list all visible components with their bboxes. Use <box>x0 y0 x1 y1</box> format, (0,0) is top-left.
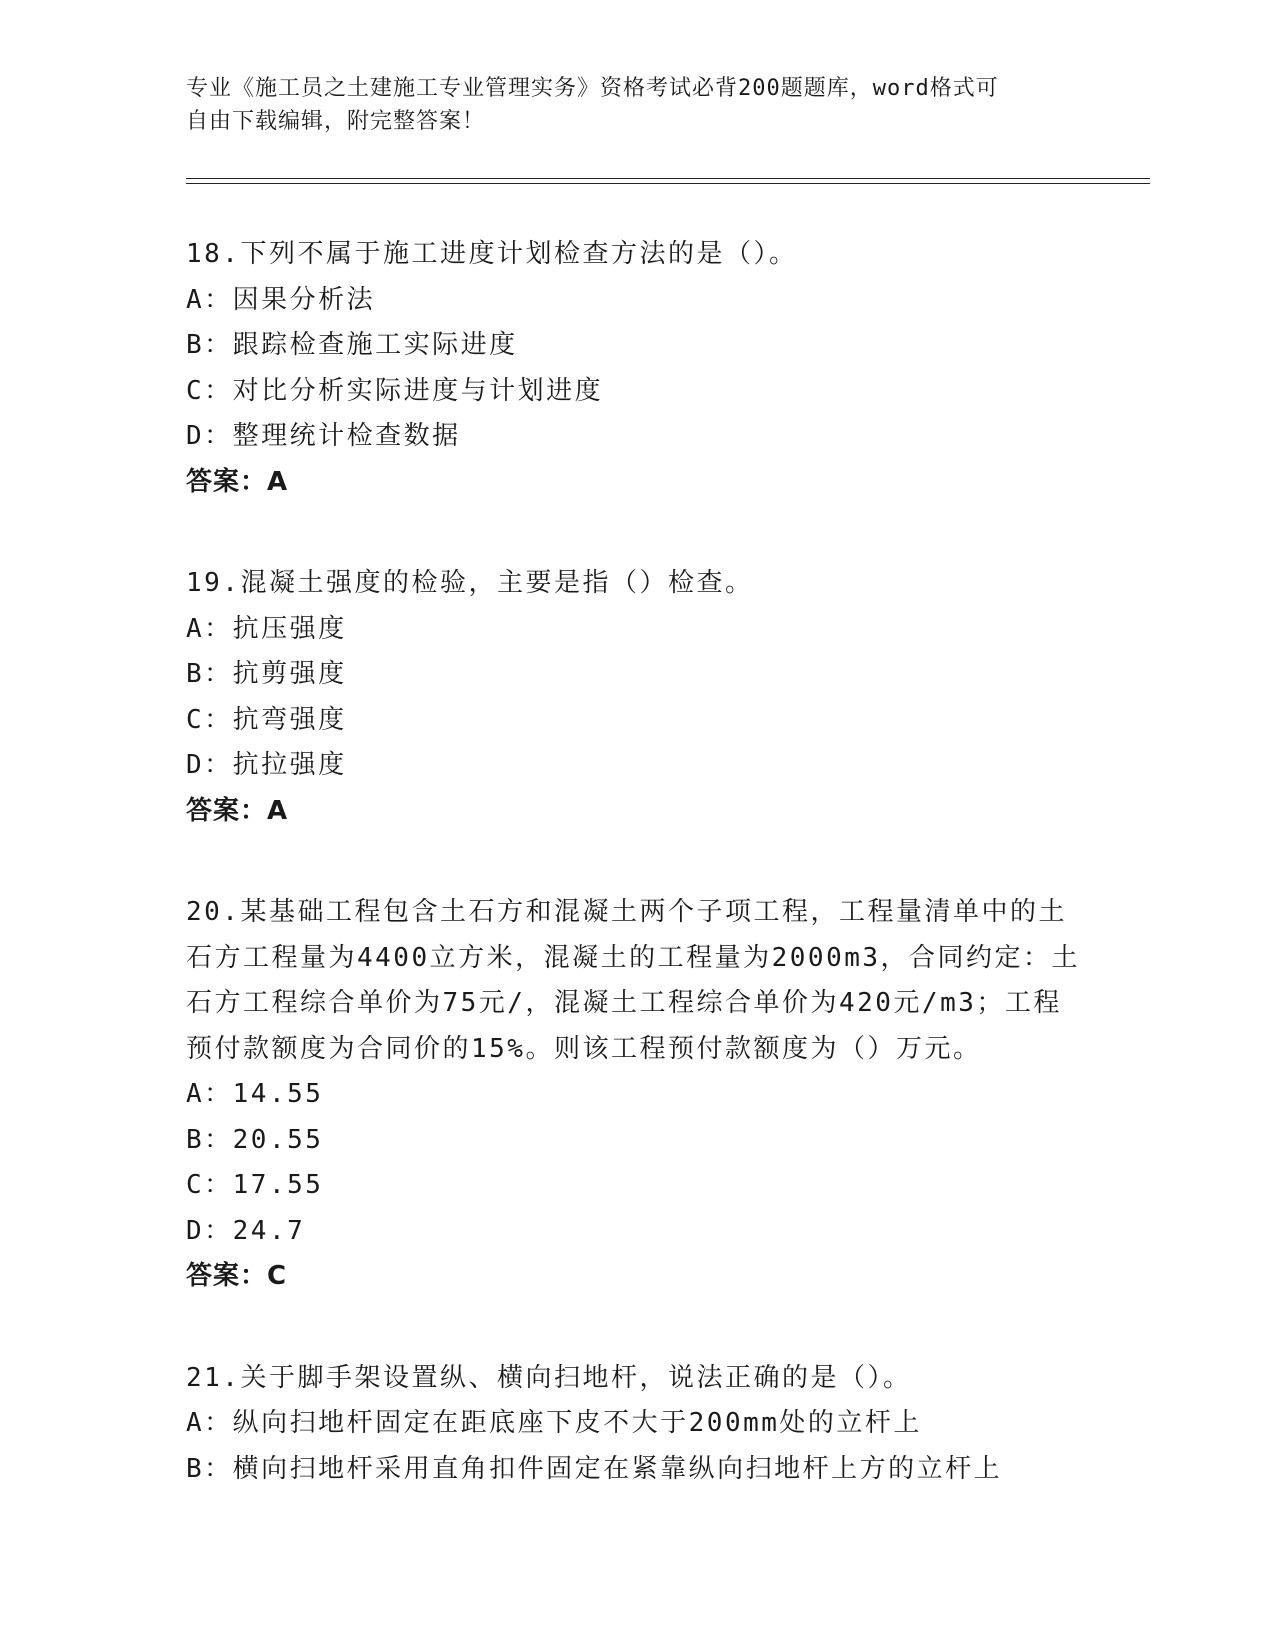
header-line-2: 自由下载编辑，附完整答案！ <box>186 109 486 134</box>
question-stem: 18.下列不属于施工进度计划检查方法的是（）。 <box>186 239 798 269</box>
option-d: D：24.7 <box>186 1215 306 1246</box>
question-stem-line-3: 石方工程综合单价为75元/，混凝土工程综合单价为420元/m3；工程 <box>186 988 1062 1018</box>
question-stem: 21.关于脚手架设置纵、横向扫地杆，说法正确的是（）。 <box>186 1362 912 1393</box>
question-stem-line-2: 石方工程量为4400立方米，混凝土的工程量为2000m3，合同约定：土 <box>186 942 1081 973</box>
question-stem-line-1: 20.某基础工程包含土石方和混凝土两个子项工程，工程量清单中的土 <box>186 897 1067 927</box>
question-20 <box>186 890 1086 1300</box>
option-d: D：整理统计检查数据 <box>186 421 461 451</box>
option-b: B：抗剪强度 <box>186 659 347 689</box>
question-19 <box>186 561 1086 834</box>
option-b: B：20.55 <box>186 1124 324 1155</box>
header-divider-bottom <box>186 183 1150 184</box>
document-header <box>186 72 1066 138</box>
question-18 <box>186 232 1086 505</box>
option-d: D：抗拉强度 <box>186 750 347 780</box>
answer-line: 答案：A <box>186 795 289 826</box>
answer-line: 答案：A <box>186 466 289 497</box>
question-21 <box>186 1356 1086 1493</box>
option-b: B：跟踪检查施工实际进度 <box>186 330 518 360</box>
answer-line: 答案：C <box>186 1261 288 1291</box>
option-c: C：17.55 <box>186 1170 324 1200</box>
option-a: A：因果分析法 <box>186 284 376 315</box>
question-list <box>186 232 1086 1548</box>
question-stem-line-4: 预付款额度为合同价的15%。则该工程预付款额度为（）万元。 <box>186 1033 982 1064</box>
option-a: A：14.55 <box>186 1079 324 1109</box>
header-divider-top <box>186 178 1150 179</box>
option-b: B：横向扫地杆采用直角扣件固定在紧靠纵向扫地杆上方的立杆上 <box>186 1453 1003 1484</box>
question-stem: 19.混凝土强度的检验，主要是指（）检查。 <box>186 568 754 598</box>
option-c: C：抗弯强度 <box>186 704 347 735</box>
header-line-1: 专业《施工员之土建施工专业管理实务》资格考试必背200题题库，word格式可 <box>186 76 999 101</box>
option-a: A：纵向扫地杆固定在距底座下皮不大于200mm处的立杆上 <box>186 1408 922 1438</box>
option-c: C：对比分析实际进度与计划进度 <box>186 375 604 406</box>
option-a: A：抗压强度 <box>186 613 347 644</box>
